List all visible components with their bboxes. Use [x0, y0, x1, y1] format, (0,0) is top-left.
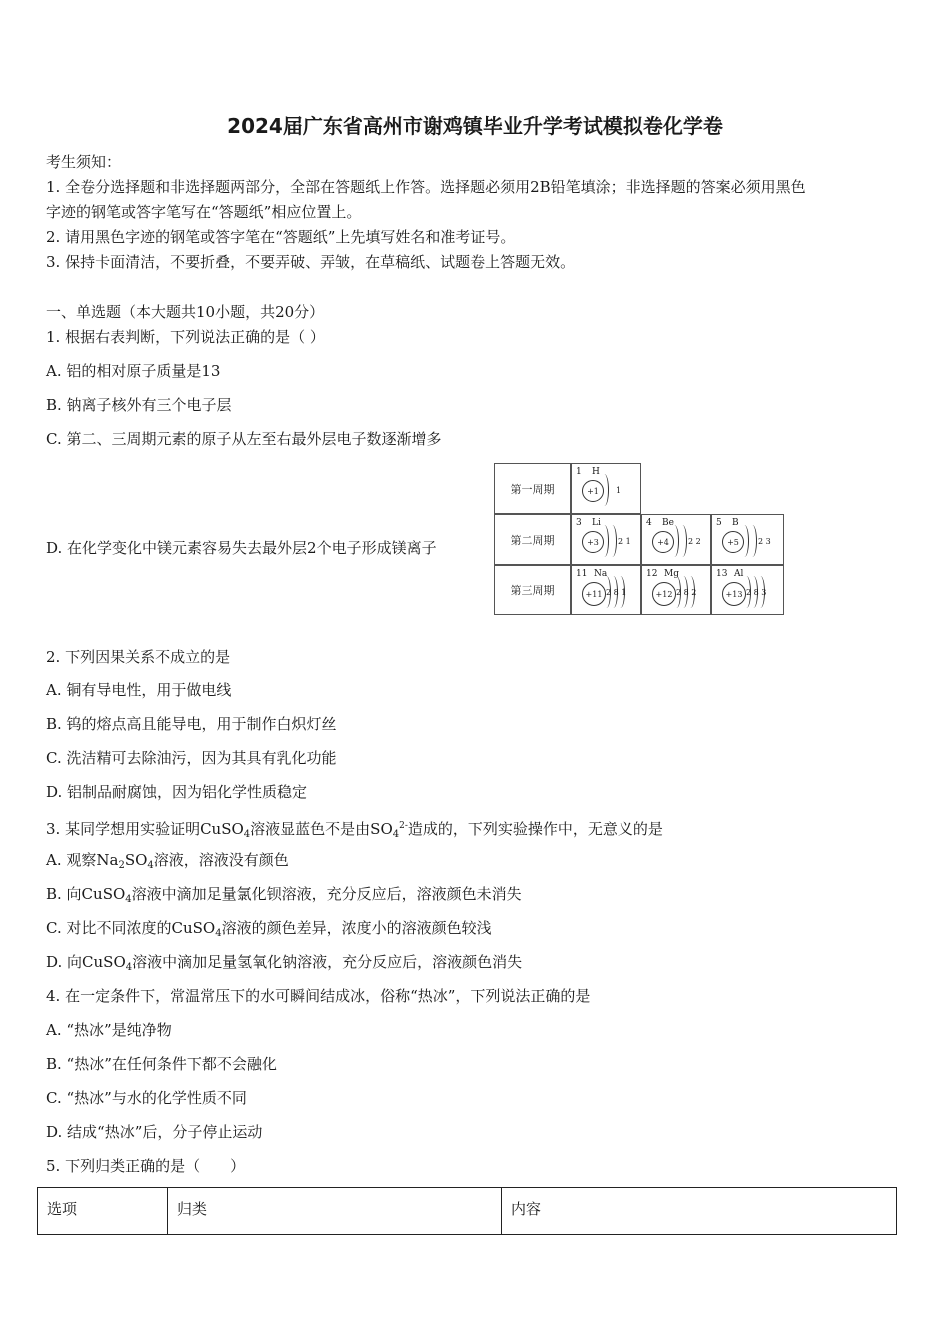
element-cell-na [571, 565, 641, 615]
element-symbol: B [732, 518, 739, 528]
q3-option-c: C. 对比不同浓度的CuSO$_4$溶液的颜色差异，浓度小的溶液颜色较浅 [46, 919, 492, 939]
notice-line-2: 字迹的钢笔或答字笔写在“答题纸”相应位置上。 [46, 203, 362, 221]
q3-option-d: D. 向CuSO$_4$溶液中滴加足量氢氧化钠溶液，充分反应后，溶液颜色消失 [46, 953, 523, 973]
q3-option-a: A. 观察$Na_2SO_4$溶液，溶液没有颜色 [46, 851, 289, 871]
exam-title: 2024届广东省高州市谢鸡镇毕业升学考试模拟卷化学卷 [227, 114, 723, 138]
electron-shell-icon [748, 525, 757, 557]
q1-stem: 1. 根据右表判断，下列说法正确的是（ ） [46, 328, 325, 346]
element-symbol: Mg [664, 569, 679, 579]
nucleus-icon: +3 [582, 531, 604, 553]
electron-shell-icon [608, 525, 617, 557]
element-cell-al [711, 565, 784, 615]
q4-option-a: A. “热冰”是纯净物 [46, 1021, 172, 1039]
element-symbol: Be [662, 518, 674, 528]
atomic-number: 12 [646, 569, 658, 579]
electron-count: 1 [616, 486, 622, 495]
q2-option-d: D. 铝制品耐腐蚀，因为铝化学性质稳定 [46, 783, 308, 801]
nucleus-icon: +13 [722, 582, 746, 606]
q1-option-d: D. 在化学变化中镁元素容易失去最外层2个电子形成镁离子 [46, 539, 437, 557]
electron-count: 2 3 [758, 537, 771, 546]
electron-count: 2 8 1 [606, 588, 627, 597]
q1-option-b: B. 钠离子核外有三个电子层 [46, 396, 232, 414]
notice-line-1: 1. 全卷分选择题和非选择题两部分，全部在答题纸上作答。选择题必须用2B铅笔填涂；非选择题的答案必须用黑色 [46, 178, 806, 196]
electron-count: 2 2 [688, 537, 701, 546]
nucleus-icon: +1 [582, 480, 604, 502]
atomic-number: 3 [576, 518, 582, 528]
q2-stem: 2. 下列因果关系不成立的是 [46, 648, 231, 666]
q3-stem: 3. 某同学想用实验证明CuSO$_4$溶液显蓝色不是由$SO_4^{2-}$造成的，下列实验操作中，无意义的是 [46, 820, 663, 840]
element-cell-h [571, 463, 641, 514]
electron-count: 2 1 [618, 537, 631, 546]
element-cell-b [711, 514, 784, 565]
electron-count: 2 8 2 [676, 588, 697, 597]
atomic-number: 4 [646, 518, 652, 528]
atomic-number: 13 [716, 569, 728, 579]
row-label-period-3: 第三周期 [494, 565, 571, 615]
q2-option-c: C. 洗洁精可去除油污，因为其具有乳化功能 [46, 749, 337, 767]
row-label-period-2: 第二周期 [494, 514, 571, 565]
element-symbol: Li [592, 518, 601, 528]
electron-count: 2 8 3 [746, 588, 767, 597]
q2-option-a: A. 铜有导电性，用于做电线 [46, 681, 232, 699]
table-header-content: 内容 [511, 1200, 542, 1218]
notice-line-3: 2. 请用黑色字迹的钢笔或答字笔在“答题纸”上先填写姓名和准考证号。 [46, 228, 516, 246]
q5-table [37, 1187, 897, 1235]
q1-option-c: C. 第二、三周期元素的原子从左至右最外层电子数逐渐增多 [46, 430, 442, 448]
atomic-number: 1 [576, 467, 582, 477]
q4-option-b: B. “热冰”在任何条件下都不会融化 [46, 1055, 277, 1073]
electron-shell-icon [600, 474, 609, 506]
table-header-category: 归类 [168, 1188, 502, 1234]
notice-line-4: 3. 保持卡面清洁，不要折叠，不要弄破、弄皱，在草稿纸、试题卷上答题无效。 [46, 253, 576, 271]
q4-option-c: C. “热冰”与水的化学性质不同 [46, 1089, 247, 1107]
section-title: 一、单选题（本大题共10小题，共20分） [46, 303, 325, 321]
q1-option-a: A. 铝的相对原子质量是13 [46, 362, 221, 380]
atomic-number: 5 [716, 518, 722, 528]
nucleus-icon: +5 [722, 531, 744, 553]
element-symbol: Al [734, 569, 744, 579]
q3-option-b: B. 向CuSO$_4$溶液中滴加足量氯化钡溶液，充分反应后，溶液颜色未消失 [46, 885, 522, 905]
element-symbol: Na [594, 569, 608, 579]
row-label-period-1: 第一周期 [494, 463, 571, 514]
nucleus-icon: +4 [652, 531, 674, 553]
element-cell-mg [641, 565, 711, 615]
element-cell-li [571, 514, 641, 565]
nucleus-icon: +12 [652, 582, 676, 606]
element-symbol: H [592, 467, 600, 477]
atomic-number: 11 [576, 569, 588, 579]
element-cell-be [641, 514, 711, 565]
q5-stem: 5. 下列归类正确的是（ ） [46, 1157, 246, 1175]
periodic-table-figure [494, 463, 784, 615]
q4-option-d: D. 结成“热冰”后，分子停止运动 [46, 1123, 263, 1141]
table-header-option: 选项 [38, 1188, 168, 1234]
q4-stem: 4. 在一定条件下，常温常压下的水可瞬间结成冰，俗称“热冰”，下列说法正确的是 [46, 987, 591, 1005]
q2-option-b: B. 钨的熔点高且能导电，用于制作白炽灯丝 [46, 715, 337, 733]
notice-heading: 考生须知： [46, 153, 122, 171]
nucleus-icon: +11 [582, 582, 606, 606]
electron-shell-icon [678, 525, 687, 557]
